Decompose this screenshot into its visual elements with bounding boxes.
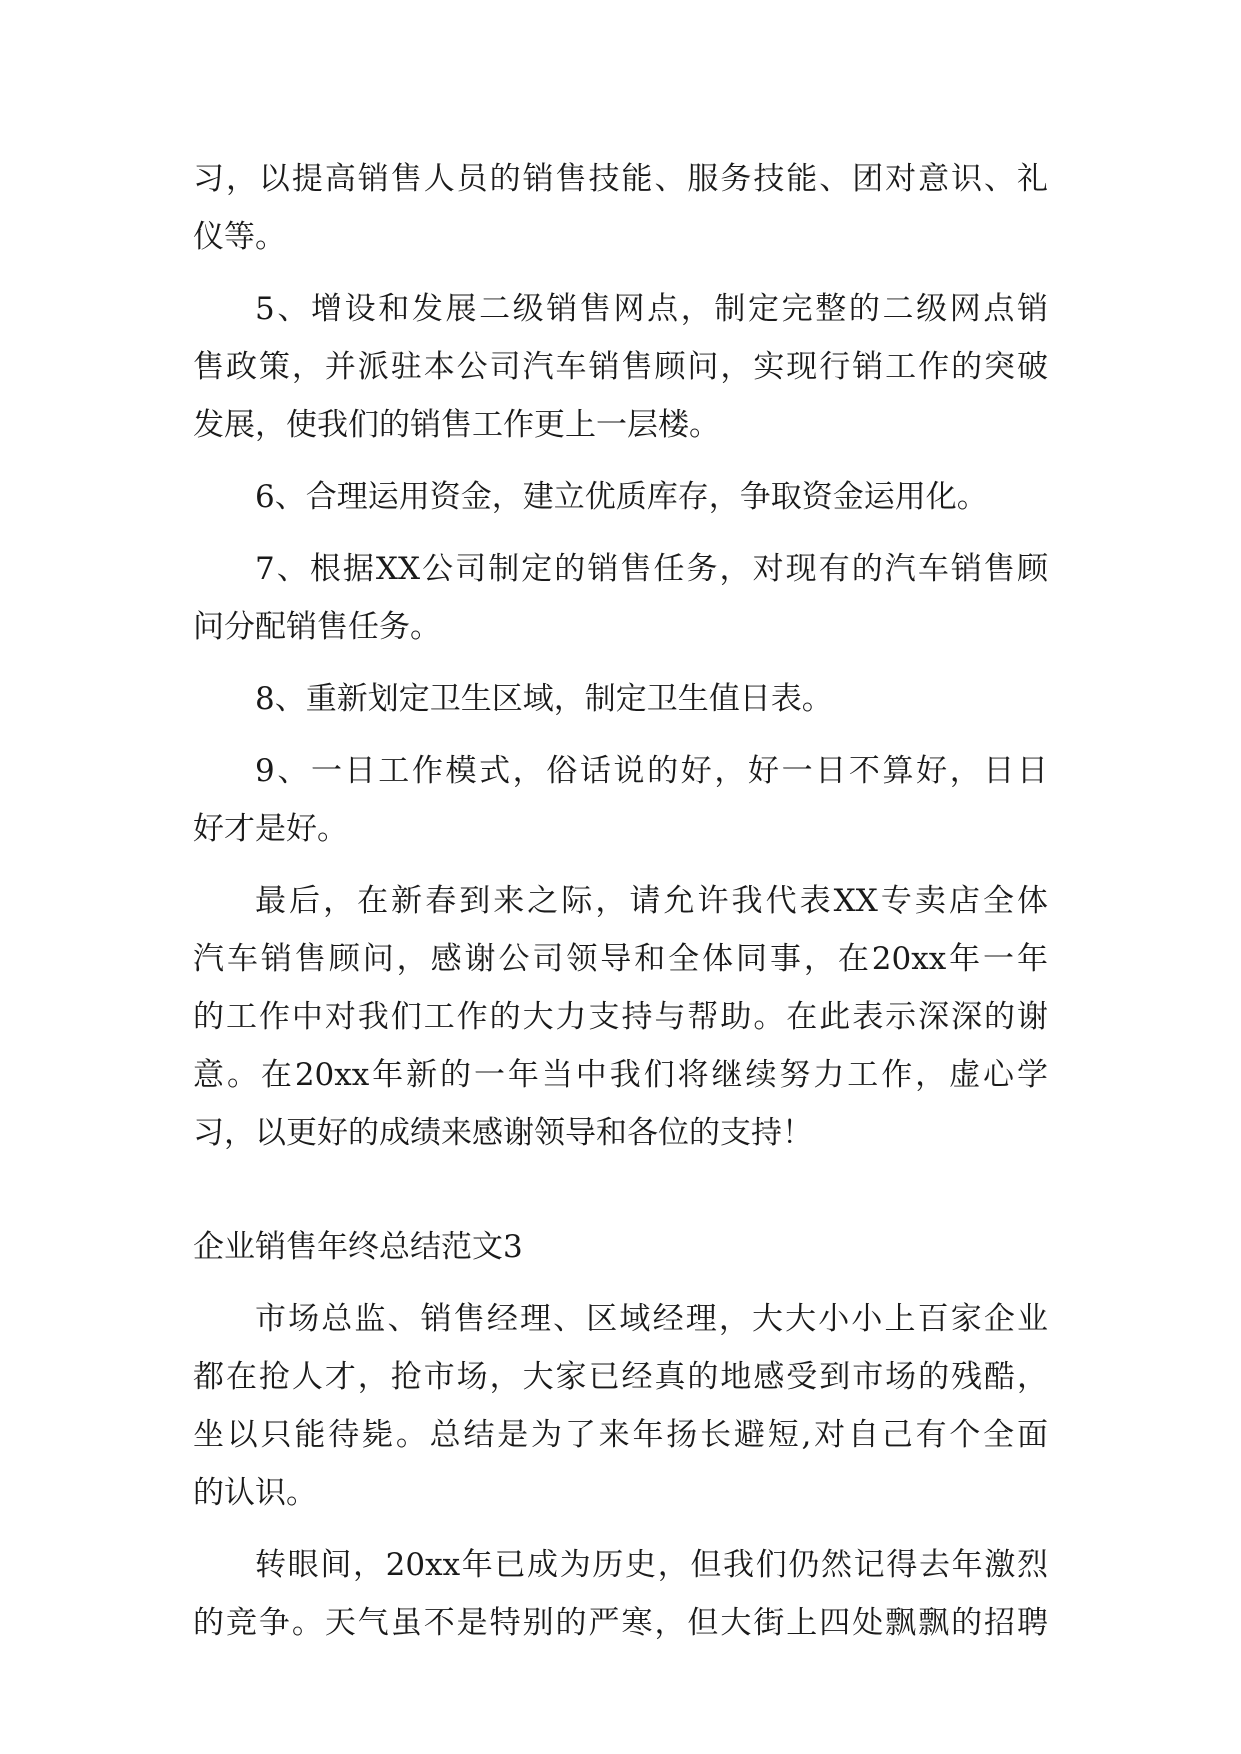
section3-paragraph-2 [193,1536,1048,1652]
text-line: 6、合理运用资金，建立优质库存，争取资金运用化。 [255,479,988,515]
text-line: 问分配销售任务。 [193,609,441,645]
paragraph-closing [193,872,1048,1162]
section-title: 企业销售年终总结范文3 [193,1229,523,1265]
paragraph-item-5 [193,280,1048,454]
paragraph-item-9 [193,742,1048,858]
text-line: 市场总监、销售经理、区域经理，大大小小上百家企业 [255,1301,1048,1337]
text-line: 8、重新划定卫生区域，制定卫生值日表。 [255,681,833,717]
text-line: 最后，在新春到来之际，请允许我代表XX专卖店全体 [255,883,1048,919]
text-line: 5、增设和发展二级销售网点，制定完整的二级网点销 [255,291,1048,327]
paragraph-item-7 [193,540,1048,656]
text-line: 的认识。 [193,1475,317,1511]
text-line: 汽车销售顾问，感谢公司领导和全体同事，在20xx年一年 [193,941,1048,977]
text-line: 转眼间，20xx年已成为历史，但我们仍然记得去年激烈 [255,1547,1048,1583]
paragraph-item-8 [193,670,1048,728]
document-body [193,150,1048,1652]
text-line: 意。在20xx年新的一年当中我们将继续努力工作，虚心学 [193,1057,1048,1093]
text-line: 好才是好。 [193,811,348,847]
text-line: 9、一日工作模式，俗话说的好，好一日不算好，日日 [255,753,1048,789]
text-line: 坐以只能待毙。总结是为了来年扬长避短,对自己有个全面 [193,1417,1048,1453]
text-line: 习，以更好的成绩来感谢领导和各位的支持！ [193,1115,813,1151]
section3-paragraph-1 [193,1290,1048,1522]
text-line: 发展，使我们的销售工作更上一层楼。 [193,407,720,443]
text-line: 仪等。 [193,219,286,255]
text-line: 7、根据XX公司制定的销售任务，对现有的汽车销售顾 [255,551,1048,587]
paragraph-continuation [193,150,1048,266]
text-line: 习，以提高销售人员的销售技能、服务技能、团对意识、礼 [193,161,1048,197]
paragraph-item-6 [193,468,1048,526]
text-line: 售政策，并派驻本公司汽车销售顾问，实现行销工作的突破 [193,349,1048,385]
text-line: 的工作中对我们工作的大力支持与帮助。在此表示深深的谢 [193,999,1048,1035]
text-line: 的竞争。天气虽不是特别的严寒，但大街上四处飘飘的招聘 [193,1605,1048,1641]
text-line: 都在抢人才，抢市场，大家已经真的地感受到市场的残酷， [193,1359,1048,1395]
